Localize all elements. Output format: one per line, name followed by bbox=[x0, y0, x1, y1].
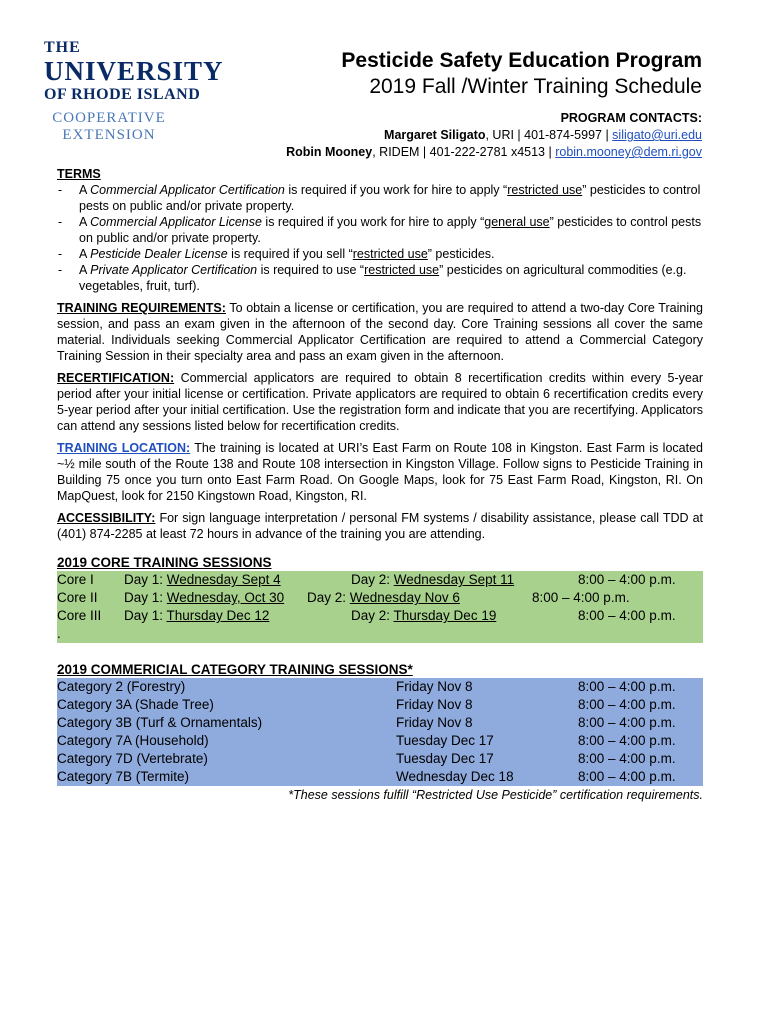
contact-name: Margaret Siligato bbox=[384, 128, 486, 142]
category-row: Category 3B (Turf & Ornamentals) Friday Nov 8 8:00 – 4:00 p.m. bbox=[57, 715, 676, 730]
logo-extension-word: EXTENSION bbox=[62, 127, 156, 143]
program-contacts bbox=[286, 110, 702, 161]
category-row: Category 7A (Household) Tuesday Dec 17 8:00 – 4:00 p.m. bbox=[57, 733, 676, 748]
logo-cooperative: COOPERATIVE bbox=[52, 110, 166, 126]
training-requirements: TRAINING REQUIREMENTS: To obtain a license or certification, you are required to attend a two-day Core Training session, and pass an exam given in the afternoon of the second day. Core Training sessions all cover the same material. Individuals seeking Commercial Applicator Certification are required to attend a Commercial Category Training Session in their specialty area and pass an exam given in the afternoon. bbox=[57, 301, 704, 363]
section-label: RECERTIFICATION: bbox=[57, 371, 175, 385]
accessibility: ACCESSIBILITY: For sign language interpretation / personal FM systems / disability assistance, please call TDD at (401) 874-2285 at least 72 hours in advance of the training you are attending. bbox=[57, 511, 703, 541]
core-row: Core III Day 1: Thursday Dec 12 Day 2: Thursday Dec 19 8:00 – 4:00 p.m. bbox=[57, 608, 676, 623]
category-row: Category 3A (Shade Tree) Friday Nov 8 8:00 – 4:00 p.m. bbox=[57, 697, 676, 712]
contact-name: Robin Mooney bbox=[286, 145, 373, 159]
logo-extension bbox=[44, 110, 174, 144]
page-subtitle: 2019 Fall /Winter Training Schedule bbox=[369, 75, 702, 98]
main-content bbox=[57, 166, 703, 803]
email-link-siligato[interactable]: siligato@uri.edu bbox=[612, 128, 702, 142]
contact-details: , URI | 401-874-5997 | bbox=[485, 128, 613, 142]
core-row: Core I Day 1: Wednesday Sept 4 Day 2: Wednesday Sept 11 8:00 – 4:00 p.m. bbox=[57, 572, 676, 587]
terms-list bbox=[57, 182, 703, 294]
email-link-mooney[interactable]: robin.mooney@dem.ri.gov bbox=[555, 145, 702, 159]
term-item: - A Pesticide Dealer License is required if you sell “restricted use” pesticides. bbox=[57, 246, 703, 262]
training-location: TRAINING LOCATION: The training is located at URI’s East Farm on Route 108 in Kingston. East Farm is located ~½ mile south of the Route 138 and Route 108 intersection in Kingston Village. Follow signs to Pesticide Training in Building 75 once you turn onto East Farm Road. On Google Maps, look for 75 East Farm Road, Kingston, RI. On MapQuest, look for 2150 Kingstown Road, Kingston, RI. bbox=[57, 441, 703, 503]
terms-heading: TERMS bbox=[57, 167, 101, 181]
logo-the: THE bbox=[44, 39, 81, 56]
section-label: TRAINING REQUIREMENTS: bbox=[57, 301, 226, 315]
section-label-link[interactable]: TRAINING LOCATION: bbox=[57, 441, 191, 455]
category-row: Category 2 (Forestry) Friday Nov 8 8:00 – 4:00 p.m. bbox=[57, 679, 676, 694]
contact-mooney bbox=[286, 144, 702, 161]
category-sessions-title: 2019 COMMERICIAL CATEGORY TRAINING SESSIONS* bbox=[57, 662, 413, 677]
section-label: ACCESSIBILITY: bbox=[57, 511, 156, 525]
core-row: Core II Day 1: Wednesday, Oct 30 Day 2: Wednesday Nov 6 8:00 – 4:00 p.m. bbox=[57, 590, 630, 605]
recertification: RECERTIFICATION: Commercial applicators are required to obtain 8 recertification credits within every 5-year period after your initial license or certification. Private applicators are required to obtain 6 recertification credits every 5-year period after your initial certification. Use the registration form and indicate that you are recertifying. Applicators can attend any sessions listed below for recertification credits. bbox=[57, 371, 703, 433]
contacts-heading: PROGRAM CONTACTS: bbox=[560, 111, 702, 125]
category-footnote: *These sessions fulfill “Restricted Use Pesticide” certification requirements. bbox=[288, 788, 703, 802]
category-sessions-table bbox=[57, 678, 703, 786]
core-trailing: . bbox=[57, 626, 61, 641]
term-item: - A Commercial Applicator Certification is required if you work for hire to apply “restricted use” pesticides to control pests on public and/or private property. bbox=[57, 182, 703, 214]
logo-rhode-island: OF RHODE ISLAND bbox=[44, 86, 201, 103]
term-item: - A Commercial Applicator License is required if you work for hire to apply “general use” pesticides to control pests on public and/or private property. bbox=[57, 214, 703, 246]
category-row: Category 7D (Vertebrate) Tuesday Dec 17 8:00 – 4:00 p.m. bbox=[57, 751, 676, 766]
logo-university: UNIVERSITY bbox=[44, 56, 224, 86]
core-sessions-table bbox=[57, 571, 703, 643]
uri-logo bbox=[44, 39, 224, 144]
core-sessions-title: 2019 CORE TRAINING SESSIONS bbox=[57, 555, 272, 570]
page-title-block bbox=[341, 48, 702, 100]
page-title: Pesticide Safety Education Program bbox=[341, 49, 702, 72]
category-row: Category 7B (Termite) Wednesday Dec 18 8:00 – 4:00 p.m. bbox=[57, 769, 676, 784]
contact-siligato bbox=[286, 127, 702, 144]
term-item: - A Private Applicator Certification is required to use “restricted use” pesticides on agricultural commodities (e.g. vegetables, fruit, turf). bbox=[57, 262, 703, 294]
contact-details: , RIDEM | 401-222-2781 x4513 | bbox=[372, 145, 556, 159]
